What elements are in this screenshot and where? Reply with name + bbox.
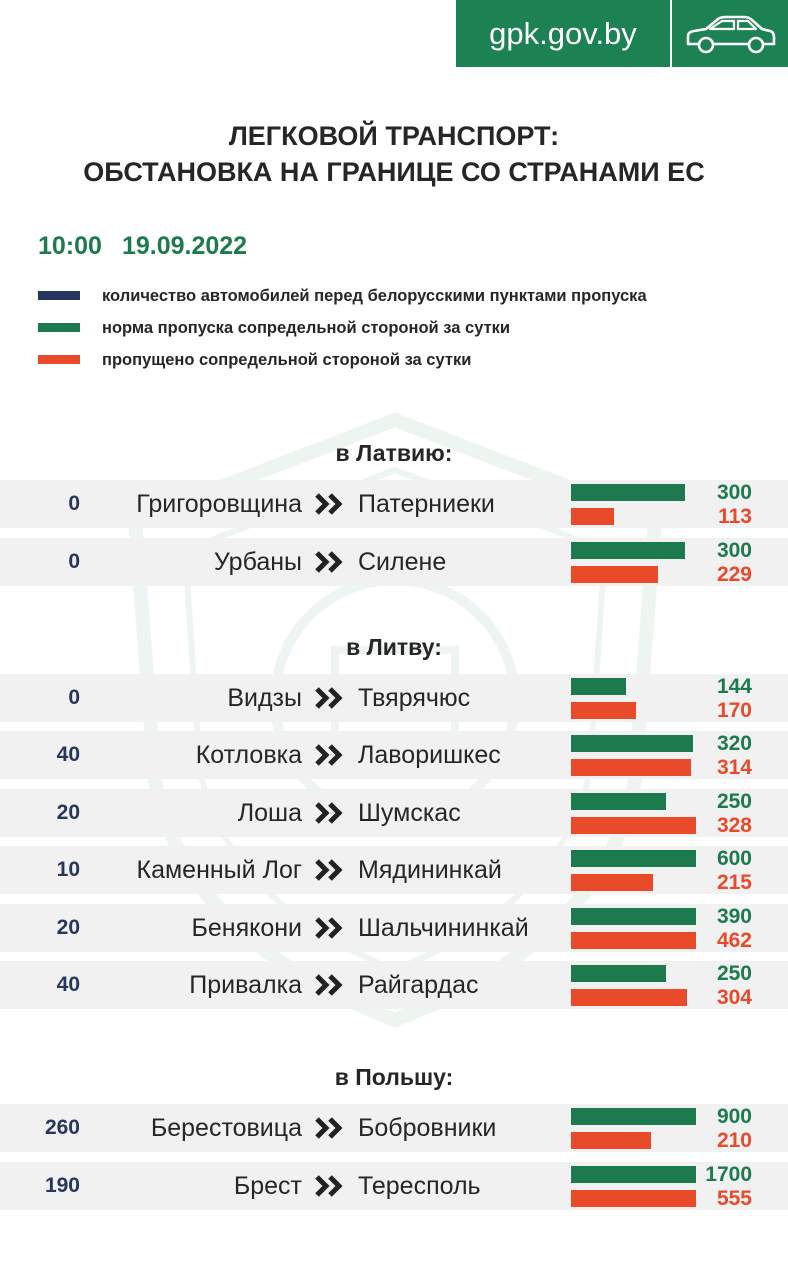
double-chevron-icon <box>315 744 347 766</box>
page-title <box>0 118 788 190</box>
norm-bar <box>571 965 666 982</box>
checkpoint-to: Тересполь <box>358 1172 481 1200</box>
passed-value: 210 <box>716 1129 752 1152</box>
car-icon <box>682 10 778 56</box>
passed-value: 304 <box>716 986 752 1009</box>
vehicles-waiting-count: 40 <box>56 743 80 766</box>
checkpoint-row <box>0 904 788 952</box>
section-title: в Литву: <box>346 634 442 660</box>
checkpoint-to: Мядининкай <box>358 856 502 884</box>
checkpoint-to: Шумскас <box>358 799 461 827</box>
legend-swatch <box>38 355 80 364</box>
vehicles-waiting-count: 20 <box>56 916 80 939</box>
checkpoint-to: Твярячюс <box>358 684 471 712</box>
legend-label: норма пропуска сопредельной стороной за сутки <box>102 319 511 337</box>
date-text: 19.09.2022 <box>121 232 248 260</box>
passed-value: 462 <box>716 929 752 952</box>
checkpoint-from: Привалка <box>189 971 302 999</box>
passed-bar <box>571 566 658 583</box>
checkpoint-row <box>0 731 788 779</box>
norm-bar <box>571 908 696 925</box>
checkpoint-from: Брест <box>233 1172 302 1200</box>
legend-swatch <box>38 323 80 332</box>
checkpoint-row <box>0 1162 788 1210</box>
passed-value: 215 <box>716 871 752 894</box>
double-chevron-icon <box>315 551 347 573</box>
norm-value: 320 <box>716 732 752 755</box>
legend-label: количество автомобилей перед белорусскими пунктами пропуска <box>102 287 647 305</box>
norm-value: 1700 <box>705 1163 752 1186</box>
vehicles-waiting-count: 0 <box>68 492 80 515</box>
passed-value: 229 <box>716 563 752 586</box>
checkpoint-from: Видзы <box>227 684 302 712</box>
vehicles-waiting-count: 260 <box>44 1116 80 1139</box>
vehicles-waiting-count: 0 <box>68 686 80 709</box>
double-chevron-icon <box>315 493 347 515</box>
passed-bar <box>571 874 653 891</box>
norm-value: 390 <box>716 905 752 928</box>
norm-value: 600 <box>716 847 752 870</box>
legend-swatch <box>38 291 80 300</box>
checkpoint-row <box>0 846 788 894</box>
header-bar <box>456 0 788 67</box>
timestamp <box>38 232 267 261</box>
checkpoint-to: Шальчининкай <box>358 914 529 942</box>
checkpoint-from: Лоша <box>237 799 302 827</box>
double-chevron-icon <box>315 1175 347 1197</box>
passed-bar <box>571 989 687 1006</box>
passed-value: 113 <box>718 505 752 528</box>
site-link[interactable]: gpk.gov.by <box>489 16 637 51</box>
passed-bar <box>571 508 614 525</box>
checkpoint-row <box>0 789 788 837</box>
passed-bar <box>571 702 636 719</box>
norm-value: 900 <box>716 1105 752 1128</box>
norm-bar <box>571 850 696 867</box>
section-title: в Польшу: <box>334 1064 454 1090</box>
passed-bar <box>571 817 696 834</box>
passed-value: 314 <box>716 756 752 779</box>
legend-label: пропущено сопредельной стороной за сутки <box>102 351 472 369</box>
norm-value: 250 <box>716 790 752 813</box>
checkpoint-from: Каменный Лог <box>136 856 302 884</box>
checkpoint-to: Лаворишкес <box>358 741 501 769</box>
passed-value: 555 <box>716 1187 752 1210</box>
passed-bar <box>571 1132 651 1149</box>
vehicles-waiting-count: 190 <box>44 1174 80 1197</box>
vehicles-waiting-count: 40 <box>56 973 80 996</box>
checkpoint-to: Райгардас <box>358 971 479 999</box>
checkpoint-from: Берестовица <box>150 1114 302 1142</box>
norm-bar <box>571 735 693 752</box>
passed-value: 328 <box>716 814 752 837</box>
checkpoint-from: Урбаны <box>213 548 302 576</box>
checkpoint-to: Патерниеки <box>358 490 495 518</box>
checkpoint-from: Бенякони <box>191 914 302 942</box>
norm-value: 144 <box>716 675 752 698</box>
checkpoint-row <box>0 538 788 586</box>
norm-bar <box>571 484 685 501</box>
checkpoint-row <box>0 674 788 722</box>
vehicles-waiting-count: 20 <box>56 801 80 824</box>
checkpoint-row <box>0 1104 788 1152</box>
section-title: в Латвию: <box>335 440 453 466</box>
passed-value: 170 <box>716 699 752 722</box>
vehicles-waiting-count: 10 <box>56 858 80 881</box>
double-chevron-icon <box>315 917 347 939</box>
checkpoint-row <box>0 961 788 1009</box>
double-chevron-icon <box>315 859 347 881</box>
passed-bar <box>571 759 691 776</box>
norm-value: 250 <box>716 962 752 985</box>
norm-bar <box>571 1108 696 1125</box>
double-chevron-icon <box>315 974 347 996</box>
checkpoint-to: Силене <box>358 548 447 576</box>
passed-bar <box>571 1190 696 1207</box>
norm-bar <box>571 542 685 559</box>
header-divider <box>670 0 672 67</box>
checkpoint-row <box>0 480 788 528</box>
title-line-2: ОБСТАНОВКА НА ГРАНИЦЕ СО СТРАНАМИ ЕС <box>83 157 705 187</box>
norm-bar <box>571 678 626 695</box>
norm-value: 300 <box>716 539 752 562</box>
vehicles-waiting-count: 0 <box>68 550 80 573</box>
double-chevron-icon <box>315 687 347 709</box>
norm-bar <box>571 793 666 810</box>
double-chevron-icon <box>315 802 347 824</box>
checkpoint-to: Бобровники <box>358 1114 497 1142</box>
time-text: 10:00 <box>38 232 102 260</box>
passed-bar <box>571 932 696 949</box>
double-chevron-icon <box>315 1117 347 1139</box>
checkpoint-from: Григоровщина <box>136 490 302 518</box>
title-line-1: ЛЕГКОВОЙ ТРАНСПОРТ: <box>228 121 560 151</box>
norm-value: 300 <box>716 481 752 504</box>
norm-bar <box>571 1166 696 1183</box>
checkpoint-from: Котловка <box>195 741 302 769</box>
